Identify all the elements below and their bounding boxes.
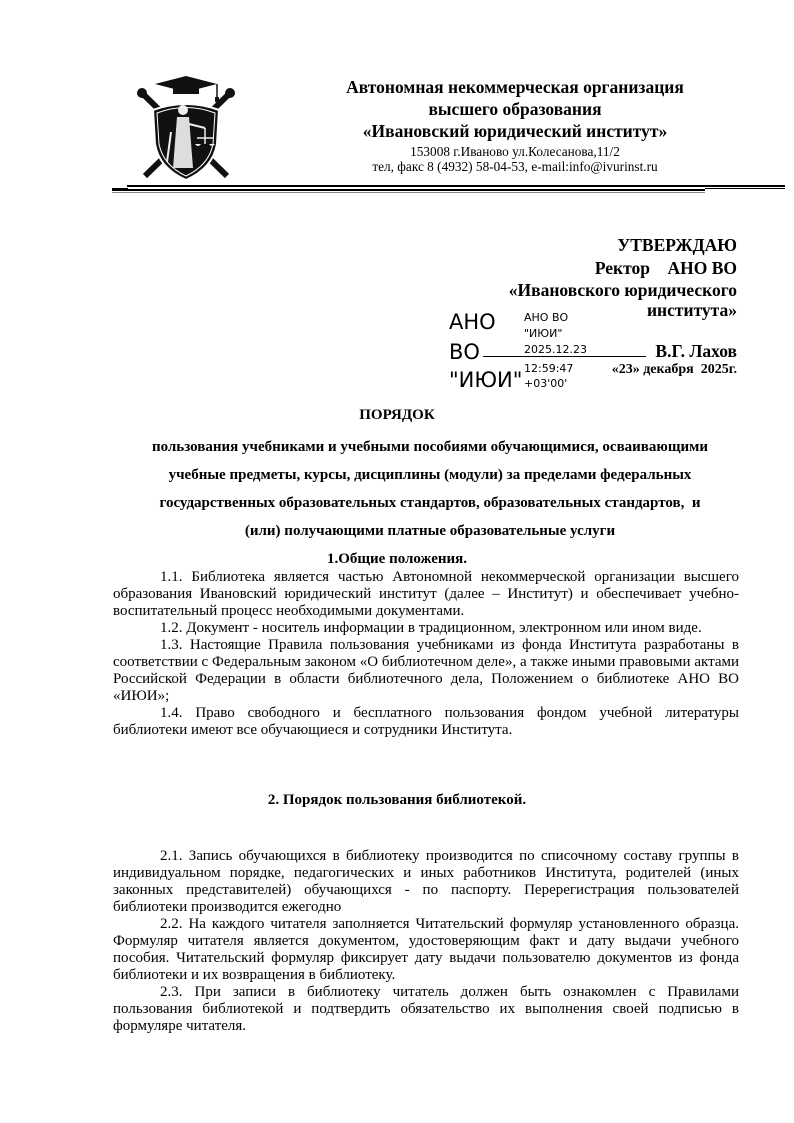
approval-heading: УТВЕРЖДАЮ [617, 235, 737, 255]
section-1-body [113, 569, 739, 739]
paragraph-1-1: 1.1. Библиотека является частью Автономной некоммерческой организации высшего образования Ивановский юридический институт (далее – Институт) и обеспечивает учебно-воспитательный процесс необходимыми документами. [113, 569, 739, 619]
document-title: ПОРЯДОК [359, 407, 435, 423]
digital-signature-signer: АНО ВО [524, 311, 569, 324]
document-subtitle-line-2: учебные предметы, курсы, дисциплины (модули) за пределами федеральных [168, 467, 692, 483]
digital-signature-name-line-1: АНО [449, 310, 496, 334]
approval-signer: В.Г. Лахов [655, 341, 737, 361]
org-address: 153008 г.Иваново ул.Колесанова,11/2 [410, 144, 620, 159]
digital-signature-signer-abbr: "ИЮИ" [524, 327, 563, 340]
document-subtitle-line-3: государственных образовательных стандартов, образовательных стандартов, и [159, 495, 701, 511]
header-rule-top [127, 185, 785, 187]
paragraph-2-3: 2.3. При записи в библиотеку читатель должен быть ознакомлен с Правилами пользования библиотекой и подтвердить обязательство их выполнения своей подписью в формуляре читателя. [113, 984, 739, 1034]
header-rule-bottom [112, 189, 705, 191]
paragraph-1-2: 1.2. Документ - носитель информации в традиционном, электронном или ином виде. [160, 620, 702, 636]
paragraph-2-1: 2.1. Запись обучающихся в библиотеку производится по списочному составу группы в индивидуальном порядке, педагогических и иных работников Института, родителей (иных законных представителей) обучающихся - по паспорту. Перерегистрация пользователей библиотеки производится ежегодно [113, 848, 739, 915]
digital-signature-time: 12:59:47 [524, 362, 574, 375]
paragraph-2-2: 2.2. На каждого читателя заполняется Читательский формуляр установленного образца. Формуляр читателя является документом, удостоверяющим факт и дату выдачи учебного пособия. Читательский формуляр фиксирует дату выдачи пользователю документов из фонда библиотеки и их возвращения в библиотеку. [113, 916, 739, 983]
institute-crest-logo [133, 72, 239, 184]
section-1-heading: 1.Общие положения. [326, 551, 468, 567]
crest-icon [133, 72, 239, 184]
org-name-line-3: «Ивановский юридический институт» [362, 121, 668, 141]
approval-rector: Ректор АНО ВО [594, 258, 737, 278]
org-name-line-2: высшего образования [428, 99, 602, 119]
approval-institute-line-2: института» [646, 300, 737, 320]
document-subtitle-line-1: пользования учебниками и учебными пособиями обучающимися, осваивающими [151, 439, 709, 455]
paragraph-1-4: 1.4. Право свободного и бесплатного пользования фондом учебной литературы библиотеки имеют все обучающиеся и сотрудники Института. [113, 705, 739, 738]
digital-signature-name-line-3: "ИЮИ" [449, 368, 523, 392]
section-2-heading: 2. Порядок пользования библиотекой. [267, 792, 527, 808]
digital-signature-timezone: +03'00' [524, 377, 568, 390]
header-rule-right-stub [705, 188, 785, 189]
digital-signature-date: 2025.12.23 [524, 343, 587, 356]
digital-signature-name-line-2: ВО [449, 340, 480, 364]
org-name-line-1: Автономная некоммерческая организация [346, 77, 684, 97]
approval-date: «23» декабря 2025г. [611, 362, 737, 377]
header-rule-shadow [112, 192, 705, 193]
approval-institute-line-1: «Ивановского юридического [508, 280, 737, 300]
paragraph-1-3: 1.3. Настоящие Правила пользования учебниками из фонда Института разработаны в соответствии с Федеральным законом «О библиотечном деле», а также иными правовыми актами Российской Федерации в области библиотечного дела, Положением о библиотеке АНО ВО «ИЮИ»; [113, 637, 739, 704]
org-contacts: тел, факс 8 (4932) 58-04-53, e-mail:info@ivurinst.ru [372, 159, 658, 174]
section-2-body [113, 848, 739, 1035]
document-subtitle-line-4: (или) получающими платные образовательные услуги [244, 523, 616, 539]
